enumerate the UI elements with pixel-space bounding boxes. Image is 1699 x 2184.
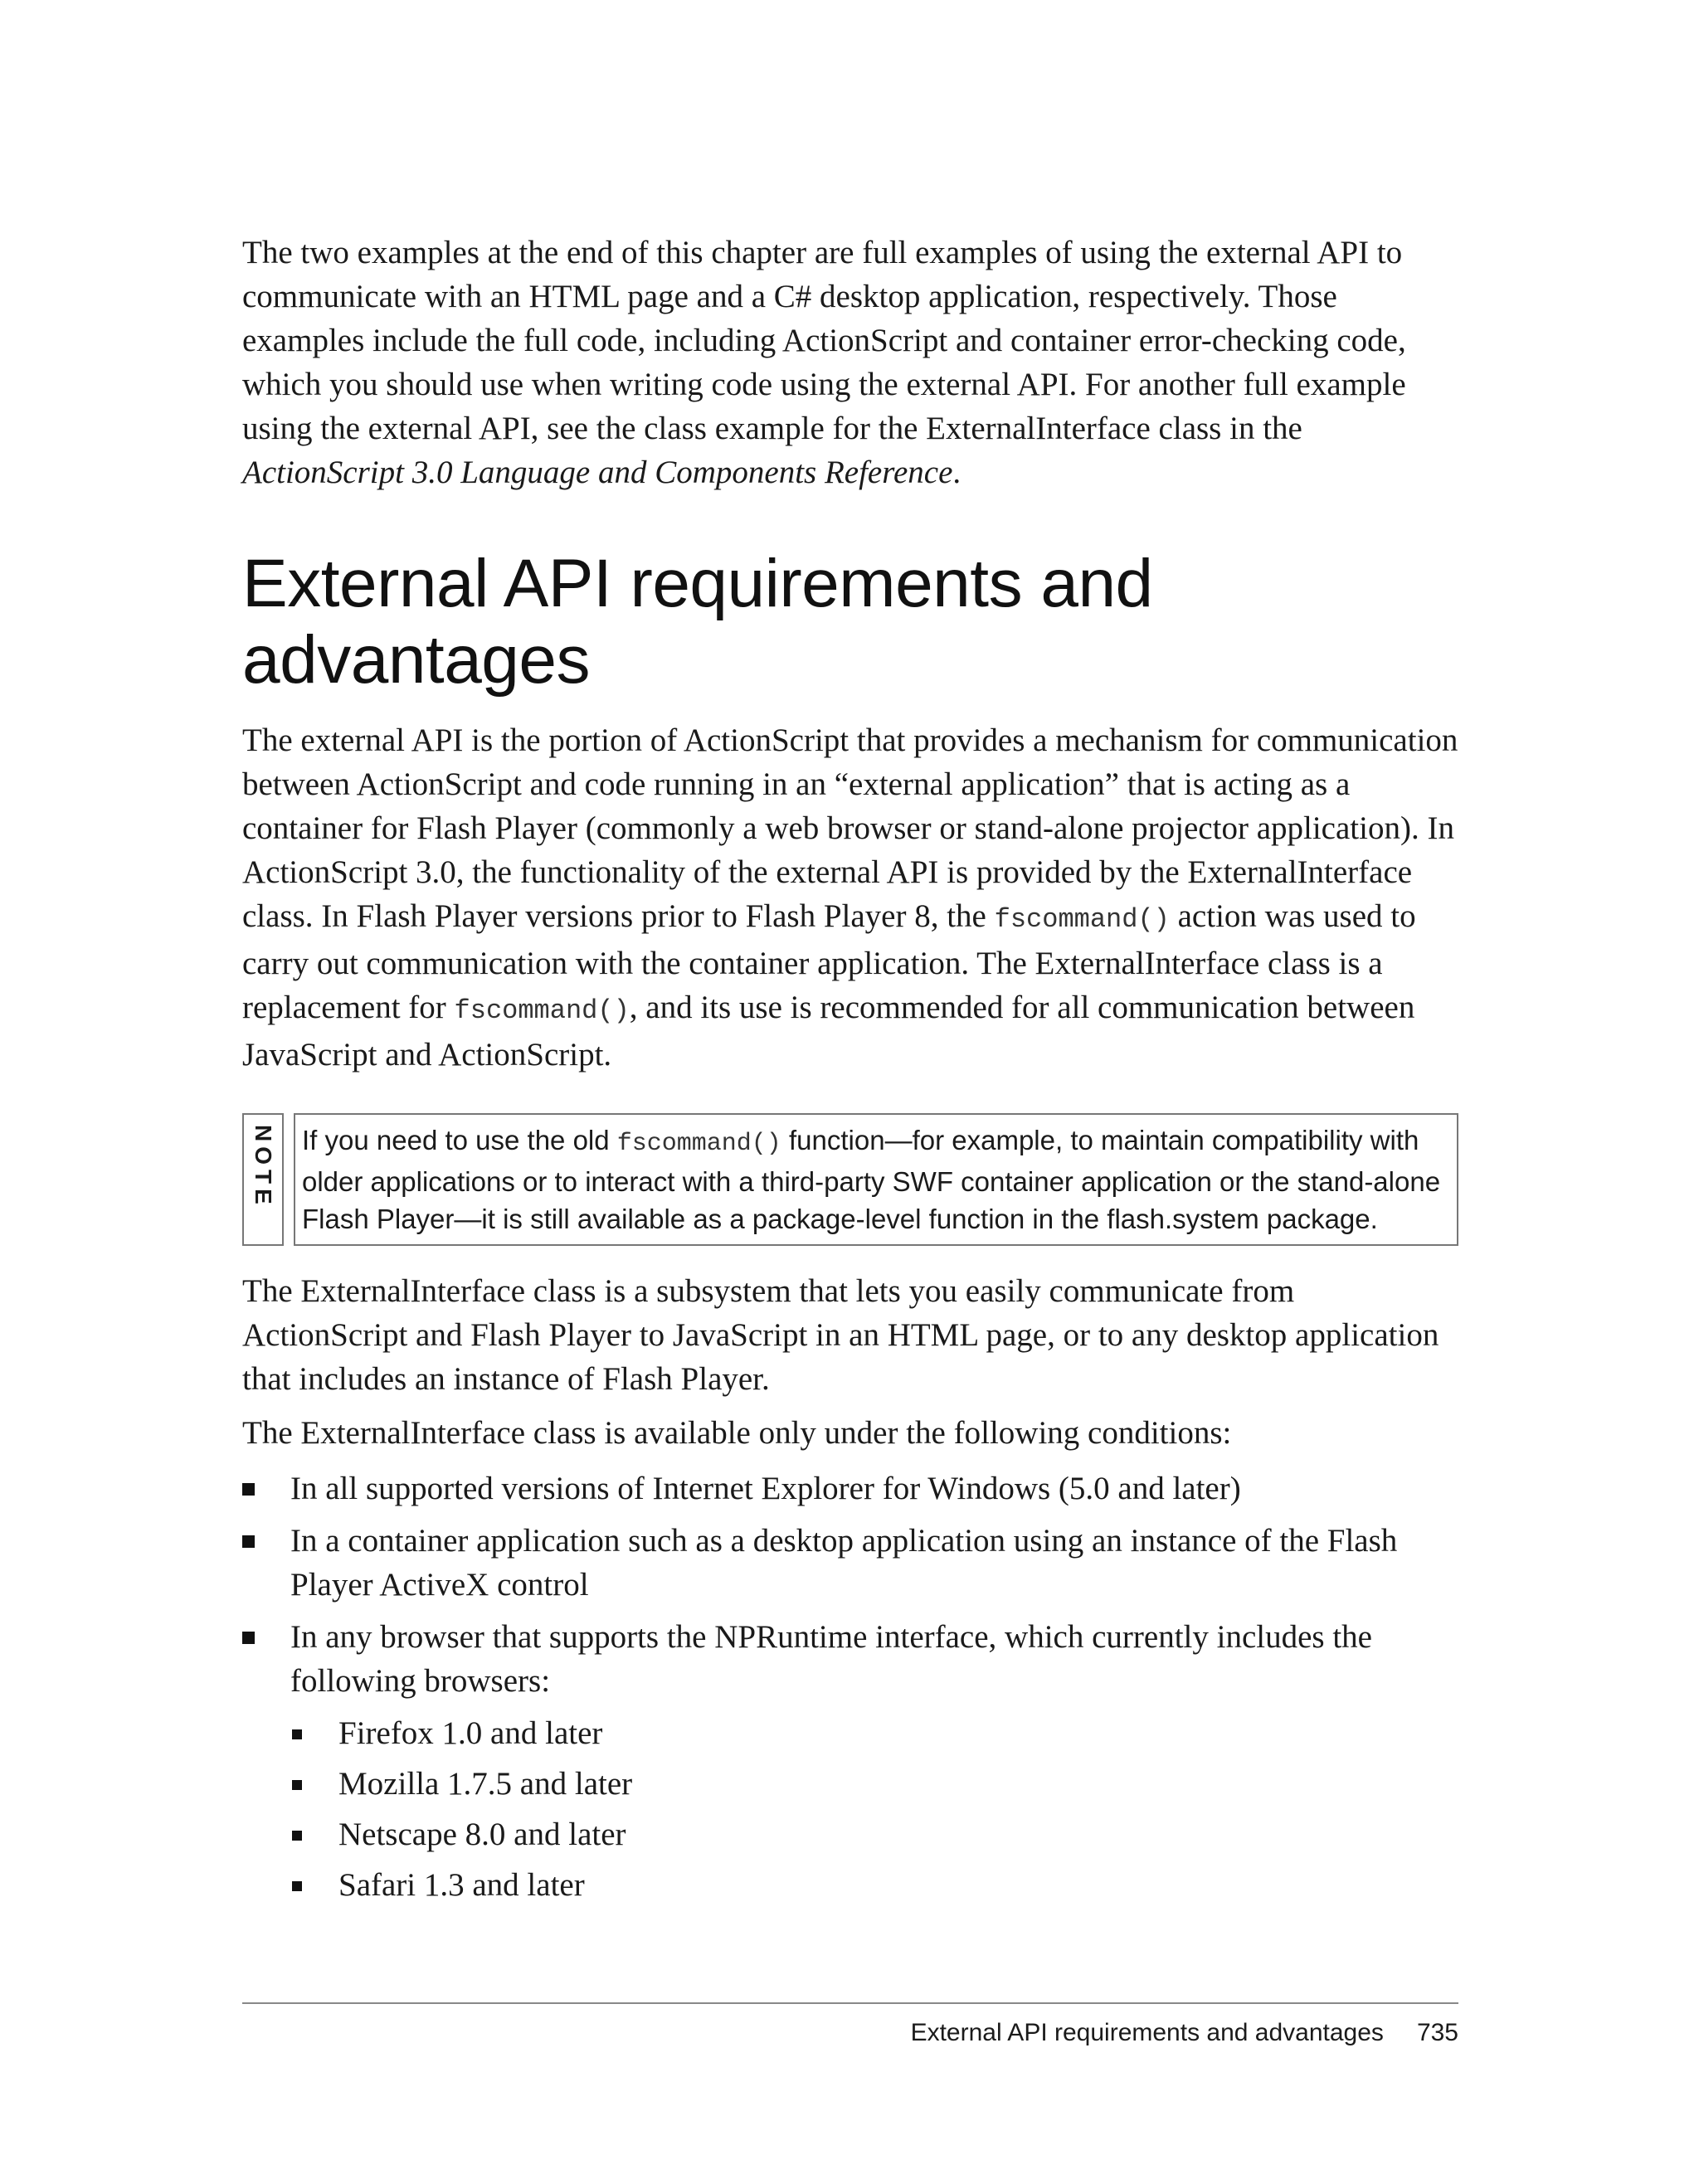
list-item: Safari 1.3 and later [290, 1863, 1458, 1907]
note-callout [242, 1113, 1458, 1246]
note-label: NOTE [251, 1125, 276, 1209]
footer-section-title: External API requirements and advantages [910, 2019, 1384, 2046]
list-item: Firefox 1.0 and later [290, 1711, 1458, 1755]
intro-paragraph: The two examples at the end of this chapter are full examples of using the external API to communicate with an HTML page and a C# desktop application, respectively. Those examples include the full code, including ActionScript and container error-checking code, which you should use when writing code using the external API. For another full example using the external API, see the class example for the ExternalInterface class in the ActionScript 3.0 Language and Components Reference. [242, 235, 1406, 490]
conditions-list [242, 1467, 1458, 1907]
note-text: If you need to use the old fscommand() function—for example, to maintain compatibility with older applications or to interact with a third-party SWF container application or the stand-alone Flash Player—it is still available as a package-level function in the flash.system package. [302, 1125, 1441, 1234]
page-footer [242, 2002, 1458, 2047]
list-item: In a container application such as a desktop application using an instance of the Flash Player ActiveX control [242, 1519, 1458, 1607]
page-number: 735 [1416, 2019, 1458, 2046]
conditions-intro: The ExternalInterface class is available only under the following conditions: [242, 1415, 1232, 1451]
reference-title: ActionScript 3.0 Language and Components Reference [242, 455, 953, 490]
code-fscommand: fscommand() [616, 1130, 781, 1158]
section-heading: External API requirements and advantages [242, 546, 1153, 698]
code-fscommand: fscommand() [994, 904, 1170, 935]
note-label-tab [242, 1113, 284, 1246]
externalinterface-paragraph: The ExternalInterface class is a subsystem that lets you easily communicate from ActionScript and Flash Player to JavaScript in an HTML page, or to any desktop application that includes an instance of Flash Player. [242, 1273, 1439, 1397]
list-item: Netscape 8.0 and later [290, 1812, 1458, 1856]
list-item: In any browser that supports the NPRuntime interface, which currently includes the following browsers: Firefox 1.0 and later Mozilla 1.7.5 and later Netscape 8.0 and later Safari 1.3 and later [242, 1615, 1458, 1907]
list-item: Mozilla 1.7.5 and later [290, 1762, 1458, 1806]
note-box [294, 1113, 1458, 1246]
list-item: In all supported versions of Internet Explorer for Windows (5.0 and later) [242, 1467, 1458, 1510]
external-api-paragraph: The external API is the portion of ActionScript that provides a mechanism for communication between ActionScript and code running in an “external application” that is acting as a container for Flash Player (commonly a web browser or stand-alone projector application). In ActionScript 3.0, the functionality of the external API is provided by the ExternalInterface class. In Flash Player versions prior to Flash Player 8, the fscommand() action was used to carry out communication with the container application. The ExternalInterface class is a replacement for fscommand(), and its use is recommended for all communication between JavaScript and ActionScript. [242, 722, 1458, 1073]
code-fscommand: fscommand() [454, 995, 630, 1026]
page-content [242, 231, 1458, 1915]
browsers-list [290, 1711, 1458, 1907]
